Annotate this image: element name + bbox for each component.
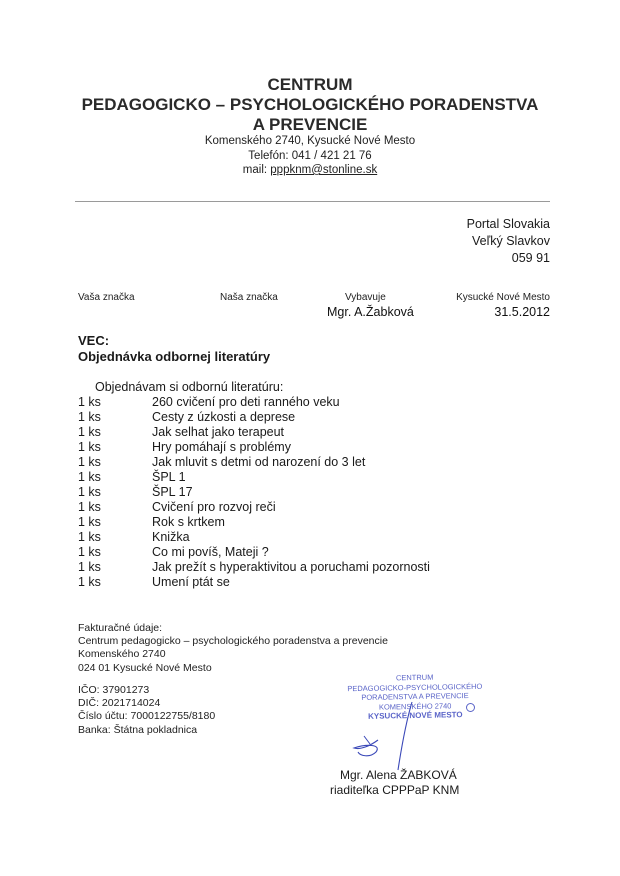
recipient-name: Portal Slovakia: [466, 217, 550, 231]
subject-text: Objednávka odbornej literatúry: [78, 349, 271, 364]
billing-street: Komenského 2740: [78, 648, 166, 661]
recipient-city: Veľký Slavkov: [472, 234, 550, 248]
item-title: Knižka: [152, 530, 190, 544]
item-title: Cvičení pro rozvoj reči: [152, 500, 276, 514]
org-title-line1: CENTRUM: [267, 75, 353, 94]
stamp-line5: KYSUCKÉ NOVÉ MESTO: [367, 710, 463, 721]
item-qty: 1 ks: [78, 575, 101, 589]
item-qty: 1 ks: [78, 500, 101, 514]
billing-org: Centrum pedagogicko – psychologického poradenstva a prevencie: [78, 635, 388, 648]
item-title: Cesty z úzkosti a deprese: [152, 410, 296, 424]
item-title: ŠPL 17: [152, 485, 193, 499]
stamp-line2: PEDAGOGICKO-PSYCHOLOGICKÉHO: [347, 681, 483, 693]
item-qty: 1 ks: [78, 515, 101, 529]
item-qty: 1 ks: [78, 425, 101, 439]
signer-name: Mgr. Alena ŽABKOVÁ: [340, 768, 457, 782]
org-phone: Telefón: 041 / 421 21 76: [248, 150, 372, 162]
our-ref-label: Naša značka: [220, 292, 278, 303]
billing-heading: Fakturačné údaje:: [78, 622, 163, 634]
order-intro: Objednávam si odbornú literatúru:: [95, 380, 284, 394]
org-title-line2: PEDAGOGICKO – PSYCHOLOGICKÉHO PORADENSTVA: [81, 95, 539, 114]
item-qty: 1 ks: [78, 530, 101, 544]
item-title: 260 cvičení pro deti ranného veku: [152, 395, 340, 409]
billing-city: 024 01 Kysucké Nové Mesto: [78, 661, 212, 674]
org-address: Komenského 2740, Kysucké Nové Mesto: [204, 135, 416, 147]
header-divider: [75, 201, 550, 202]
billing-dic: DIČ: 2021714024: [78, 697, 161, 710]
mail-link[interactable]: pppknm@stonline.sk: [270, 164, 378, 176]
your-ref-label: Vaša značka: [78, 292, 135, 303]
item-title: Hry pomáhají s problémy: [152, 440, 291, 454]
item-title: Co mi povíš, Mateji ?: [152, 545, 269, 559]
mail-label: mail:: [242, 164, 271, 176]
stamp-line3: PORADENSTVA A PREVENCIE: [361, 691, 469, 702]
org-mail: [0, 164, 620, 176]
item-title: ŠPL 1: [152, 470, 186, 484]
subject-label: VEC:: [78, 333, 110, 348]
item-qty: 1 ks: [78, 545, 101, 559]
item-qty: 1 ks: [78, 440, 101, 454]
org-title-line3: A PREVENCIE: [252, 115, 368, 134]
signer-role: riaditeľka CPPPaP KNM: [330, 783, 460, 797]
stamp-line4: KOMENSKÉHO 2740: [378, 700, 452, 712]
recipient-zip: 059 91: [511, 251, 550, 265]
stamp-line1: CENTRUM: [395, 672, 434, 683]
stamp-circle-mark: [466, 703, 475, 712]
recipient-block: [467, 216, 550, 267]
billing-account: Číslo účtu: 7000122755/8180: [78, 710, 216, 723]
item-qty: 1 ks: [78, 470, 101, 484]
handled-by-value: Mgr. A.Žabková: [327, 305, 414, 319]
date-value: 31.5.2012: [494, 305, 550, 319]
item-title: Jak mluvit s detmi od narození do 3 let: [152, 455, 366, 469]
item-title: Jak selhat jako terapeut: [152, 425, 285, 439]
handled-by-label: Vybavuje: [345, 292, 386, 303]
item-qty: 1 ks: [78, 455, 101, 469]
item-title: Umení ptát se: [152, 575, 230, 589]
billing-ids: [78, 684, 215, 737]
item-title: Jak prežít s hyperaktivitou a poruchami pozornosti: [152, 560, 430, 574]
item-qty: 1 ks: [78, 485, 101, 499]
item-qty: 1 ks: [78, 395, 101, 409]
item-title: Rok s krtkem: [152, 515, 225, 529]
handwritten-signature: [330, 700, 440, 775]
billing-bank: Banka: Štátna pokladnica: [78, 723, 198, 736]
billing-block: [78, 622, 388, 675]
place-label: Kysucké Nové Mesto: [456, 292, 550, 303]
billing-ico: IČO: 37901273: [78, 684, 150, 696]
item-qty: 1 ks: [78, 560, 101, 574]
item-qty: 1 ks: [78, 410, 101, 424]
